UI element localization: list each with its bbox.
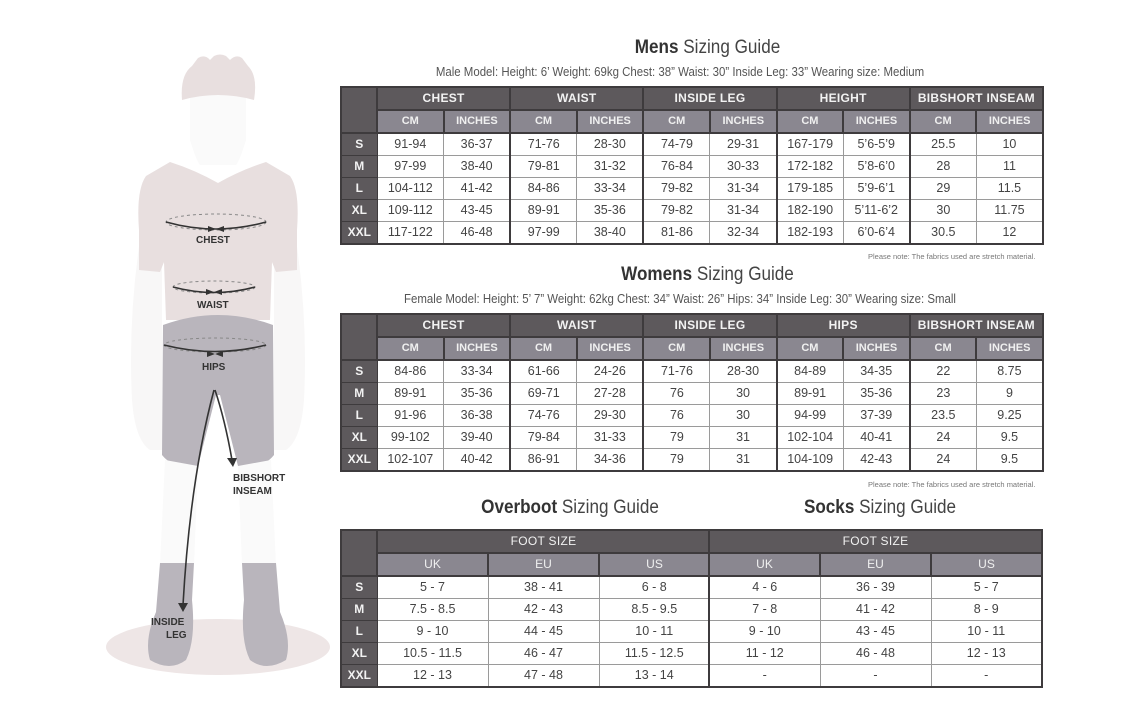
- group-header-row: [341, 530, 710, 553]
- table-cell: 41 - 42: [820, 599, 931, 621]
- womens-sizing-table: [340, 313, 1044, 472]
- table-cell: 9 - 10: [377, 621, 488, 643]
- table-cell: 34-36: [577, 449, 644, 472]
- body-measurement-figure: [0, 0, 340, 721]
- group-header-row: [341, 314, 1043, 337]
- size-label: L: [341, 178, 377, 200]
- table-cell: 69-71: [510, 383, 577, 405]
- table-cell: 36 - 39: [820, 576, 931, 599]
- table-cell: 167-179: [777, 133, 844, 156]
- table-cell: 11: [976, 156, 1043, 178]
- table-row: [341, 427, 1043, 449]
- corner-cell: [341, 530, 377, 553]
- table-cell: 71-76: [510, 133, 577, 156]
- unit-header: INCHES: [577, 337, 644, 360]
- table-row: [709, 665, 1042, 688]
- group-header: FOOT SIZE: [377, 530, 710, 553]
- unit-header: UK: [377, 553, 488, 576]
- table-row: [341, 621, 710, 643]
- table-cell: 9.5: [976, 427, 1043, 449]
- table-cell: 11 - 12: [709, 643, 820, 665]
- table-cell: 79: [643, 427, 710, 449]
- mens-title: Mens Sizing Guide: [634, 37, 781, 58]
- unit-header-row: [341, 553, 710, 576]
- table-cell: 8.75: [976, 360, 1043, 383]
- table-cell: 29: [910, 178, 977, 200]
- table-cell: 28-30: [577, 133, 644, 156]
- table-cell: 10 - 11: [931, 621, 1042, 643]
- table-cell: 109-112: [377, 200, 444, 222]
- table-cell: 7.5 - 8.5: [377, 599, 488, 621]
- table-row: [341, 665, 710, 688]
- size-label: S: [341, 133, 377, 156]
- table-cell: 5 - 7: [931, 576, 1042, 599]
- socks-title: Socks Sizing Guide: [803, 497, 957, 518]
- table-cell: 6’0-6’4: [843, 222, 910, 245]
- overboot-title: Overboot Sizing Guide: [481, 497, 659, 518]
- table-row: [341, 156, 1043, 178]
- table-cell: 27-28: [577, 383, 644, 405]
- table-row: [341, 178, 1043, 200]
- table-cell: 74-76: [510, 405, 577, 427]
- table-cell: 10.5 - 11.5: [377, 643, 488, 665]
- unit-header: INCHES: [444, 110, 511, 133]
- chest-label: CHEST: [196, 235, 230, 246]
- corner-cell: [341, 314, 377, 337]
- table-row: [341, 576, 710, 599]
- table-cell: 23: [910, 383, 977, 405]
- table-cell: 29-31: [710, 133, 777, 156]
- table-cell: 81-86: [643, 222, 710, 245]
- table-cell: 104-109: [777, 449, 844, 472]
- table-cell: 91-94: [377, 133, 444, 156]
- corner-cell: [341, 553, 377, 576]
- table-cell: 79-82: [643, 200, 710, 222]
- table-cell: 79: [643, 449, 710, 472]
- table-cell: 33-34: [577, 178, 644, 200]
- table-cell: 84-89: [777, 360, 844, 383]
- size-label: M: [341, 156, 377, 178]
- table-cell: 94-99: [777, 405, 844, 427]
- table-cell: 12 - 13: [931, 643, 1042, 665]
- table-cell: 31-33: [577, 427, 644, 449]
- table-row: [341, 599, 710, 621]
- hips-label: HIPS: [202, 362, 226, 373]
- table-cell: 42 - 43: [488, 599, 599, 621]
- table-cell: -: [820, 665, 931, 688]
- table-cell: 5’11-6’2: [843, 200, 910, 222]
- table-cell: 182-190: [777, 200, 844, 222]
- unit-header: CM: [510, 337, 577, 360]
- table-cell: 9.25: [976, 405, 1043, 427]
- table-row: [341, 222, 1043, 245]
- group-header: CHEST: [377, 314, 510, 337]
- table-cell: 102-104: [777, 427, 844, 449]
- unit-header: CM: [777, 337, 844, 360]
- table-cell: 97-99: [377, 156, 444, 178]
- table-row: [341, 360, 1043, 383]
- womens-title: Womens Sizing Guide: [621, 264, 794, 285]
- table-cell: 76: [643, 405, 710, 427]
- unit-header-row: [341, 110, 1043, 133]
- table-cell: 6 - 8: [599, 576, 710, 599]
- bibshort-inseam-label-line2: INSEAM: [233, 486, 272, 497]
- table-cell: 84-86: [510, 178, 577, 200]
- table-cell: 46 - 48: [820, 643, 931, 665]
- table-cell: 47 - 48: [488, 665, 599, 688]
- mens-stretch-note: Please note: The fabrics used are stretch material.: [868, 252, 1036, 261]
- unit-header: INCHES: [843, 110, 910, 133]
- table-cell: 5’6-5’9: [843, 133, 910, 156]
- table-cell: 38-40: [577, 222, 644, 245]
- table-row: [341, 383, 1043, 405]
- table-cell: 41-42: [444, 178, 511, 200]
- table-cell: 24-26: [577, 360, 644, 383]
- table-cell: 74-79: [643, 133, 710, 156]
- unit-header: EU: [820, 553, 931, 576]
- table-row: [341, 200, 1043, 222]
- table-cell: 8.5 - 9.5: [599, 599, 710, 621]
- table-cell: 12 - 13: [377, 665, 488, 688]
- table-cell: 31-34: [710, 178, 777, 200]
- table-cell: 44 - 45: [488, 621, 599, 643]
- unit-header: US: [599, 553, 710, 576]
- table-cell: 31-32: [577, 156, 644, 178]
- table-cell: 5’8-6’0: [843, 156, 910, 178]
- table-cell: 8 - 9: [931, 599, 1042, 621]
- womens-model-info: Female Model: Height: 5’ 7” Weight: 62kg Chest: 34” Waist: 26” Hips: 34” Inside Leg: 30” Wearing size: Small: [404, 291, 956, 306]
- corner-cell: [341, 87, 377, 110]
- table-cell: 30: [710, 405, 777, 427]
- size-label: XXL: [341, 222, 377, 245]
- table-cell: 24: [910, 449, 977, 472]
- unit-header: INCHES: [843, 337, 910, 360]
- table-cell: 30: [710, 383, 777, 405]
- table-cell: 35-36: [577, 200, 644, 222]
- table-row: [341, 405, 1043, 427]
- table-cell: 43 - 45: [820, 621, 931, 643]
- table-cell: 30.5: [910, 222, 977, 245]
- table-cell: 40-42: [444, 449, 511, 472]
- table-cell: 31: [710, 449, 777, 472]
- table-cell: 38 - 41: [488, 576, 599, 599]
- size-label: XXL: [341, 665, 377, 688]
- table-cell: 13 - 14: [599, 665, 710, 688]
- table-cell: 104-112: [377, 178, 444, 200]
- table-cell: 11.5: [976, 178, 1043, 200]
- corner-cell: [341, 337, 377, 360]
- unit-header-row: [341, 337, 1043, 360]
- table-cell: 12: [976, 222, 1043, 245]
- size-label: M: [341, 599, 377, 621]
- unit-header: INCHES: [577, 110, 644, 133]
- table-cell: 37-39: [843, 405, 910, 427]
- table-cell: 7 - 8: [709, 599, 820, 621]
- table-cell: 40-41: [843, 427, 910, 449]
- group-header-row: [709, 530, 1042, 553]
- unit-header: UK: [709, 553, 820, 576]
- table-row: [709, 643, 1042, 665]
- unit-header: US: [931, 553, 1042, 576]
- table-cell: 43-45: [444, 200, 511, 222]
- table-cell: 86-91: [510, 449, 577, 472]
- table-row: [341, 643, 710, 665]
- size-label: XL: [341, 200, 377, 222]
- table-cell: 71-76: [643, 360, 710, 383]
- table-cell: 79-84: [510, 427, 577, 449]
- size-label: L: [341, 621, 377, 643]
- group-header: INSIDE LEG: [643, 314, 776, 337]
- table-row: [709, 621, 1042, 643]
- unit-header: INCHES: [710, 110, 777, 133]
- table-cell: 102-107: [377, 449, 444, 472]
- table-cell: 91-96: [377, 405, 444, 427]
- table-row: [709, 576, 1042, 599]
- size-label: S: [341, 576, 377, 599]
- table-cell: 76-84: [643, 156, 710, 178]
- group-header: HEIGHT: [777, 87, 910, 110]
- unit-header: CM: [510, 110, 577, 133]
- table-cell: 172-182: [777, 156, 844, 178]
- unit-header: INCHES: [976, 110, 1043, 133]
- table-cell: 11.5 - 12.5: [599, 643, 710, 665]
- table-cell: 39-40: [444, 427, 511, 449]
- cyclist-silhouette-illustration: [0, 0, 340, 721]
- table-cell: 30-33: [710, 156, 777, 178]
- unit-header: EU: [488, 553, 599, 576]
- table-cell: 9.5: [976, 449, 1043, 472]
- unit-header: CM: [910, 110, 977, 133]
- overboot-sizing-table: [340, 529, 711, 688]
- group-header: INSIDE LEG: [643, 87, 776, 110]
- table-cell: 117-122: [377, 222, 444, 245]
- table-cell: 182-193: [777, 222, 844, 245]
- table-cell: 38-40: [444, 156, 511, 178]
- group-header-row: [341, 87, 1043, 110]
- table-cell: 179-185: [777, 178, 844, 200]
- table-cell: 28-30: [710, 360, 777, 383]
- unit-header: CM: [777, 110, 844, 133]
- unit-header: CM: [643, 337, 710, 360]
- table-cell: 9 - 10: [709, 621, 820, 643]
- unit-header: INCHES: [976, 337, 1043, 360]
- table-row: [341, 133, 1043, 156]
- table-cell: 9: [976, 383, 1043, 405]
- table-cell: 10 - 11: [599, 621, 710, 643]
- size-label: XL: [341, 643, 377, 665]
- corner-cell: [341, 110, 377, 133]
- table-row: [341, 449, 1043, 472]
- table-cell: 11.75: [976, 200, 1043, 222]
- unit-header: INCHES: [444, 337, 511, 360]
- inside-leg-label-line2: LEG: [166, 630, 187, 641]
- table-cell: 5’9-6’1: [843, 178, 910, 200]
- bibshort-inseam-label-line1: BIBSHORT: [233, 473, 286, 484]
- table-cell: 76: [643, 383, 710, 405]
- unit-header: INCHES: [710, 337, 777, 360]
- table-cell: 24: [910, 427, 977, 449]
- table-cell: 29-30: [577, 405, 644, 427]
- unit-header: CM: [377, 110, 444, 133]
- table-cell: 23.5: [910, 405, 977, 427]
- table-cell: 25.5: [910, 133, 977, 156]
- table-cell: 4 - 6: [709, 576, 820, 599]
- socks-sizing-table: [708, 529, 1043, 688]
- table-cell: 28: [910, 156, 977, 178]
- mens-sizing-table: [340, 86, 1044, 245]
- unit-header: CM: [910, 337, 977, 360]
- unit-header: CM: [643, 110, 710, 133]
- table-cell: 79-81: [510, 156, 577, 178]
- inside-leg-label-line1: INSIDE: [151, 617, 185, 628]
- table-cell: 46 - 47: [488, 643, 599, 665]
- table-cell: 46-48: [444, 222, 511, 245]
- size-label: M: [341, 383, 377, 405]
- table-cell: 34-35: [843, 360, 910, 383]
- table-cell: 89-91: [510, 200, 577, 222]
- table-cell: 99-102: [377, 427, 444, 449]
- table-cell: 10: [976, 133, 1043, 156]
- table-cell: 31: [710, 427, 777, 449]
- unit-header: CM: [377, 337, 444, 360]
- table-cell: 35-36: [444, 383, 511, 405]
- table-cell: -: [709, 665, 820, 688]
- womens-stretch-note: Please note: The fabrics used are stretch material.: [868, 480, 1036, 489]
- table-cell: 35-36: [843, 383, 910, 405]
- unit-header-row: [709, 553, 1042, 576]
- size-label: L: [341, 405, 377, 427]
- size-label: XL: [341, 427, 377, 449]
- table-row: [709, 599, 1042, 621]
- table-cell: 32-34: [710, 222, 777, 245]
- waist-label: WAIST: [197, 300, 229, 311]
- table-cell: 30: [910, 200, 977, 222]
- table-cell: 89-91: [377, 383, 444, 405]
- size-label: XXL: [341, 449, 377, 472]
- table-cell: 36-37: [444, 133, 511, 156]
- mens-model-info: Male Model: Height: 6’ Weight: 69kg Chest: 38” Waist: 30” Inside Leg: 33” Wearing size: Medium: [435, 64, 925, 79]
- group-header: WAIST: [510, 314, 643, 337]
- table-cell: 97-99: [510, 222, 577, 245]
- table-cell: 33-34: [444, 360, 511, 383]
- table-cell: 79-82: [643, 178, 710, 200]
- group-header: WAIST: [510, 87, 643, 110]
- table-cell: 22: [910, 360, 977, 383]
- table-cell: 42-43: [843, 449, 910, 472]
- group-header: HIPS: [777, 314, 910, 337]
- size-label: S: [341, 360, 377, 383]
- table-cell: 84-86: [377, 360, 444, 383]
- group-header: FOOT SIZE: [709, 530, 1042, 553]
- table-cell: 5 - 7: [377, 576, 488, 599]
- group-header: BIBSHORT INSEAM: [910, 87, 1043, 110]
- table-cell: 61-66: [510, 360, 577, 383]
- table-cell: 36-38: [444, 405, 511, 427]
- table-cell: 89-91: [777, 383, 844, 405]
- group-header: BIBSHORT INSEAM: [910, 314, 1043, 337]
- table-cell: 31-34: [710, 200, 777, 222]
- table-cell: -: [931, 665, 1042, 688]
- group-header: CHEST: [377, 87, 510, 110]
